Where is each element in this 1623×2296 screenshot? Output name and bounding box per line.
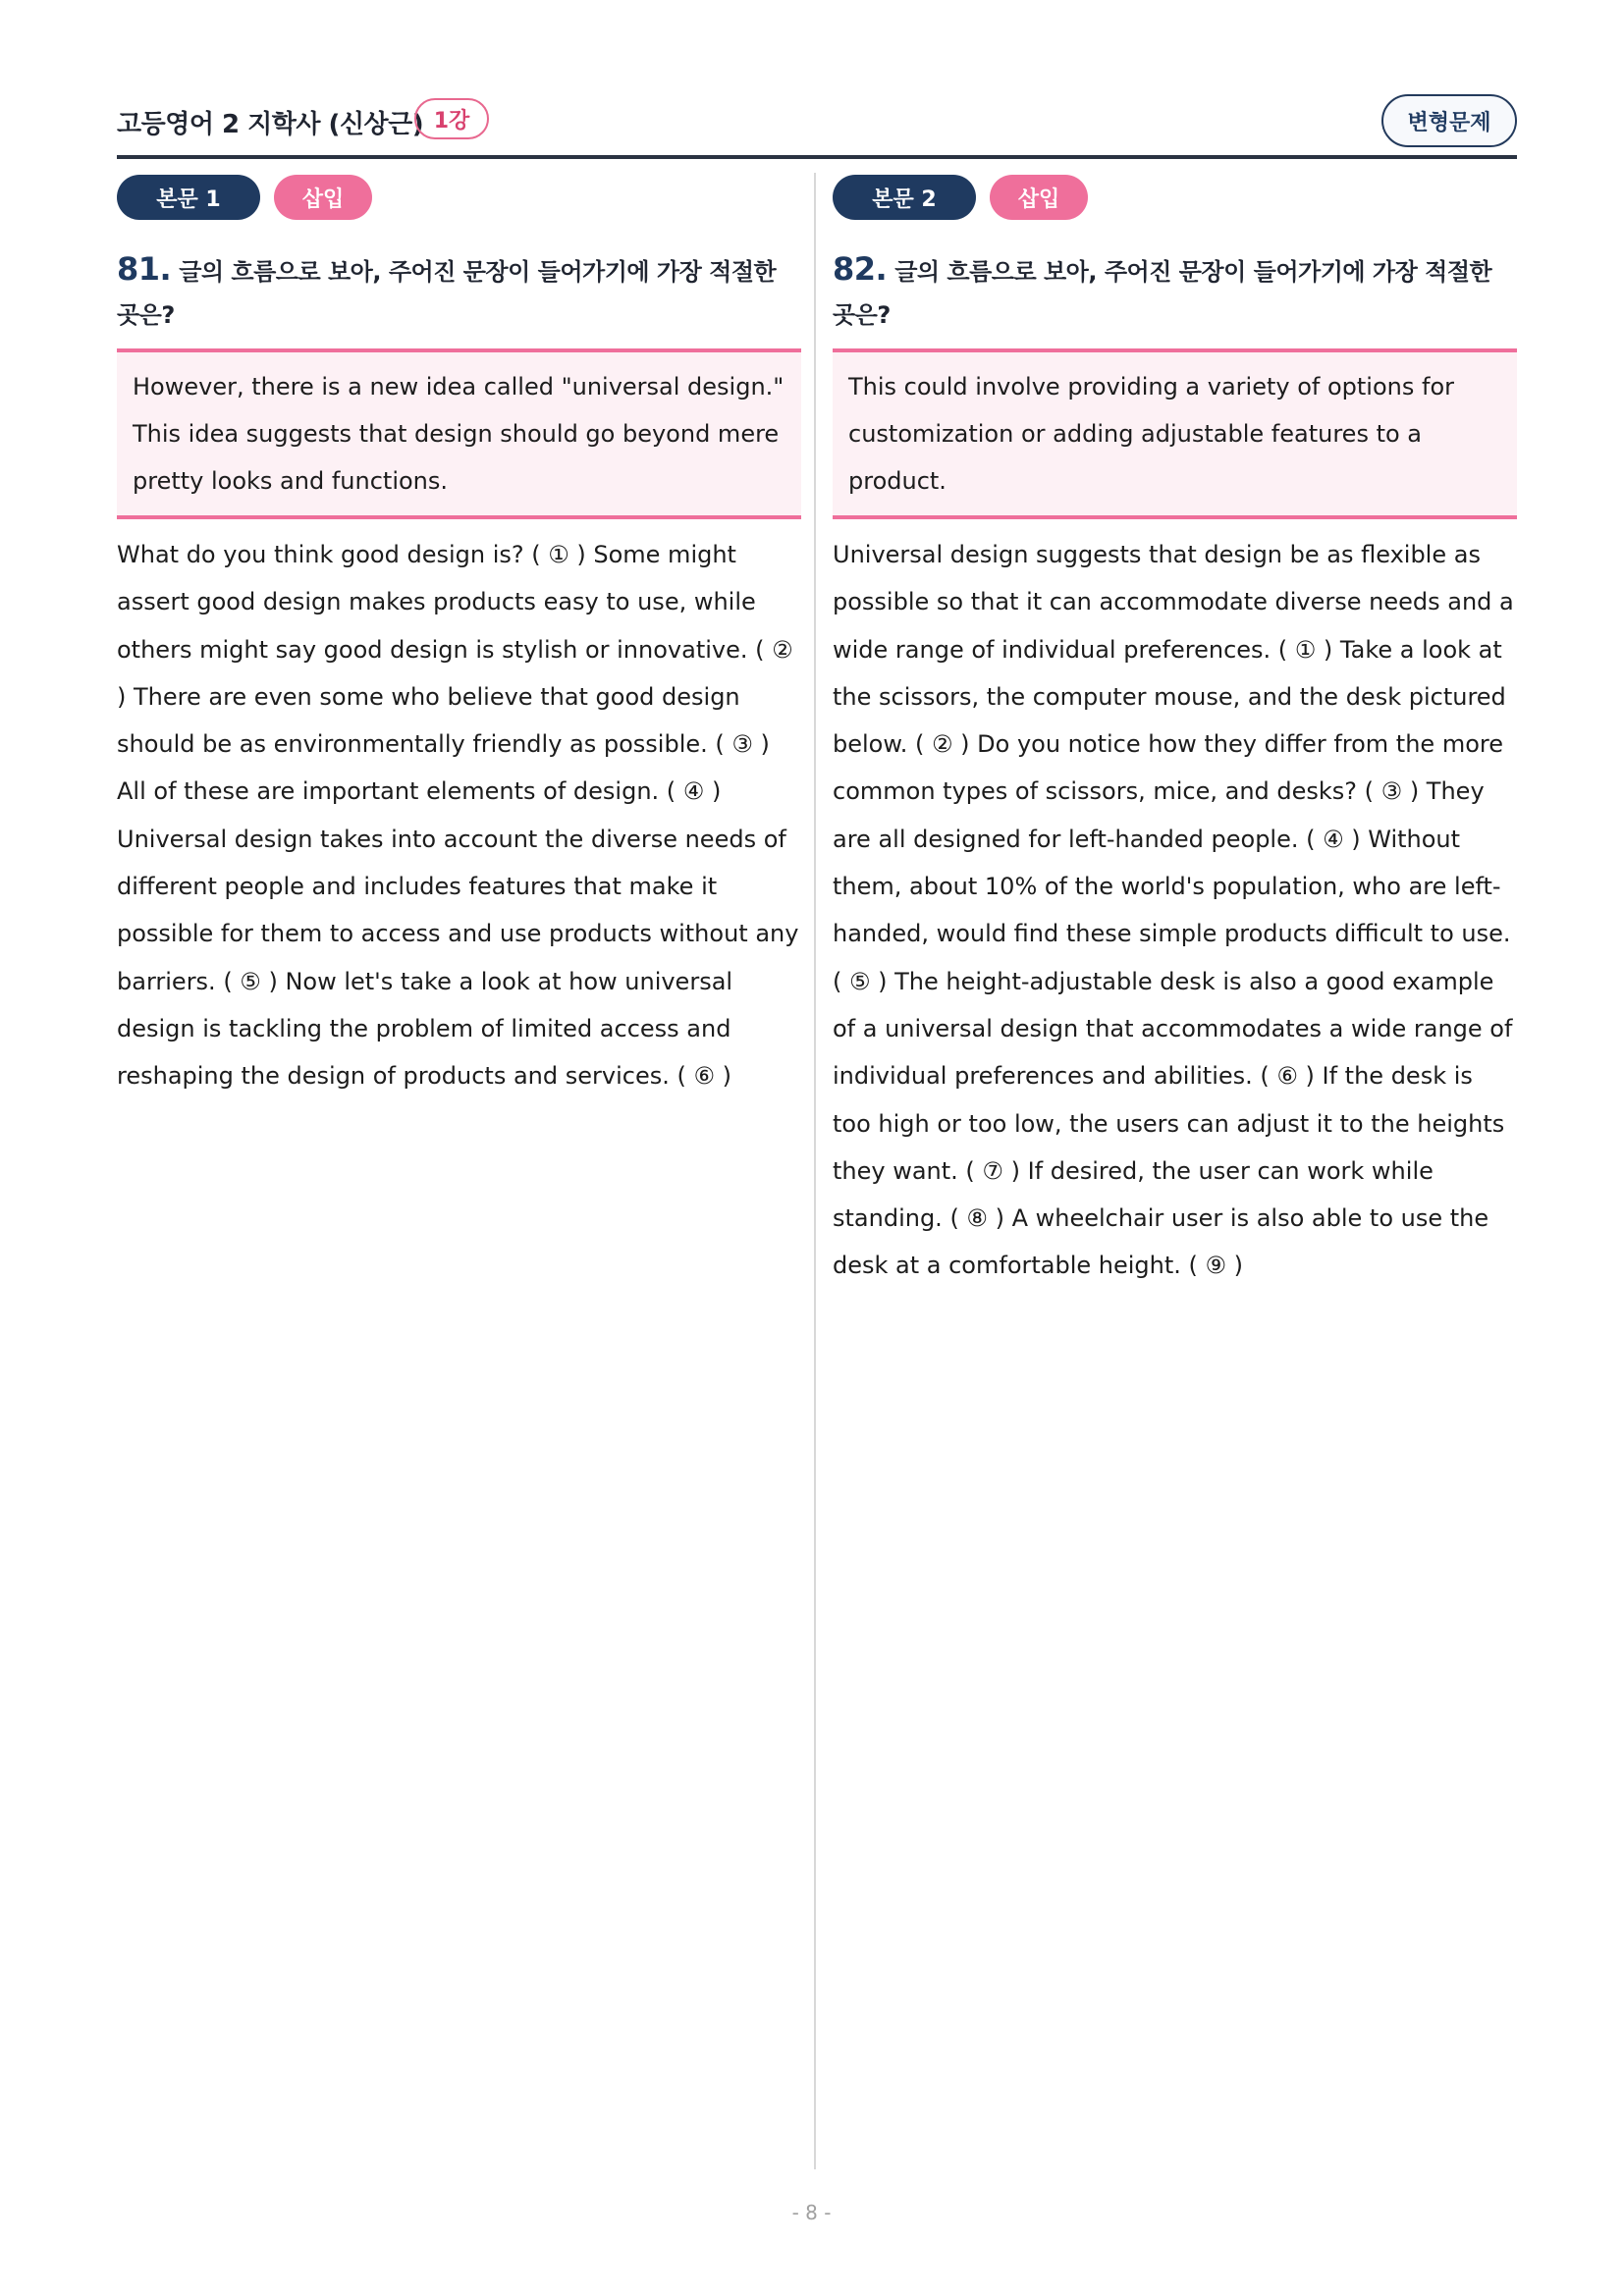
given-sentence: However, there is a new idea called "universal design." This idea suggests that design should go beyond mere pretty looks and functions. — [133, 373, 784, 495]
question-number: 81. — [117, 250, 172, 288]
question-type-tag: 삽입 — [274, 175, 372, 220]
lesson-badge: 1강 — [414, 98, 489, 139]
given-sentence-box — [117, 348, 801, 519]
question-prompt — [833, 247, 1517, 337]
variant-badge: 변형문제 — [1381, 94, 1517, 147]
right-column — [833, 173, 1517, 1290]
question-text: 글의 흐름으로 보아, 주어진 문장이 들어가기에 가장 적절한 곳은? — [833, 258, 1492, 329]
page-number: - 8 - — [791, 2201, 832, 2224]
question-number: 82. — [833, 250, 888, 288]
page-header — [117, 94, 1517, 159]
question-tags — [833, 173, 1517, 220]
given-sentence-box — [833, 348, 1517, 519]
column-divider — [814, 173, 816, 2169]
passage-tag: 본문 2 — [833, 175, 976, 220]
question-type-tag: 삽입 — [990, 175, 1088, 220]
question-prompt — [117, 247, 801, 337]
header-rule — [117, 155, 1517, 159]
left-column — [117, 173, 801, 1100]
passage-tag: 본문 1 — [117, 175, 260, 220]
question-tags — [117, 173, 801, 220]
question-text: 글의 흐름으로 보아, 주어진 문장이 들어가기에 가장 적절한 곳은? — [117, 258, 777, 329]
passage-text: What do you think good design is? ( ① ) Some might assert good design makes products easy to use, while others might say good design is stylish or innovative. ( ② ) There are even some who believe that good design should be as environmentally friendly as possible. ( ③ ) All of these are important elements of design. ( ④ ) Universal design takes into account the diverse needs of different people and includes features that make it possible for them to access and use products without any barriers. ( ⑤ ) Now let's take a look at how universal design is tackling the problem of limited access and reshaping the design of products and services. ( ⑥ ) — [117, 541, 799, 1091]
given-sentence: This could involve providing a variety of options for customization or adding adjustable features to a product. — [848, 373, 1455, 495]
textbook-title: 고등영어 2 지학사 (신상근) — [117, 110, 424, 139]
passage-text: Universal design suggests that design be as flexible as possible so that it can accommodate diverse needs and a wide range of individual preferences. ( ① ) Take a look at the scissors, the computer mouse, and the desk pictured below. ( ② ) Do you notice how they differ from the more common types of scissors, mice, and desks? ( ③ ) They are all designed for left-handed people. ( ④ ) Without them, about 10% of the world's population, who are left-handed, would find these simple products difficult to use. ( ⑤ ) The height-adjustable desk is also a good example of a universal design that accommodates a wide range of individual preferences and abilities. ( ⑥ ) If the desk is too high or too low, the users can adjust it to the heights they want. ( ⑦ ) If desired, the user can work while standing. ( ⑧ ) A wheelchair user is also able to use the desk at a comfortable height. ( ⑨ ) — [833, 541, 1514, 1280]
